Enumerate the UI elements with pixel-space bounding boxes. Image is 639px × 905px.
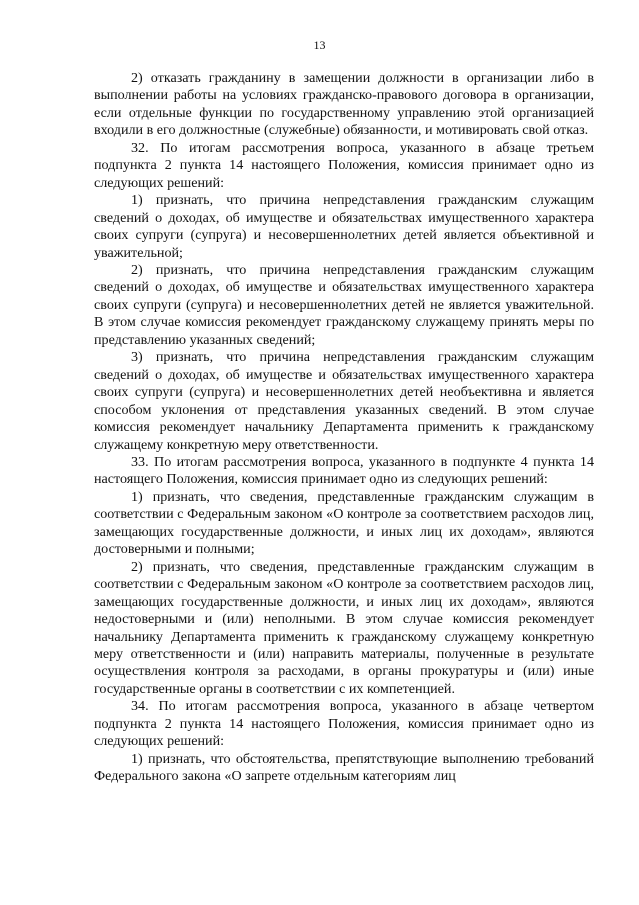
paragraph-clause-32: 32. По итогам рассмотрения вопроса, указанного в абзаце третьем подпункта 2 пункта 14 настоящего Положения, комиссия принимает одно из следующих решений: (94, 139, 594, 191)
paragraph-clause-33-item-1: 1) признать, что сведения, представленные гражданским служащим в соответствии с Федеральным законом «О контроле за соответствием расходов лиц, замещающих государственные должности, и иных лиц их доходам», являются достоверными и полными; (94, 488, 594, 558)
paragraph-clause-34: 34. По итогам рассмотрения вопроса, указанного в абзаце четвертом подпункта 2 пункта 14 настоящего Положения, комиссия принимает одно из следующих решений: (94, 698, 594, 750)
page-number: 13 (313, 38, 326, 52)
paragraph-clause-33-item-2: 2) признать, что сведения, представленные гражданским служащим в соответствии с Федеральным законом «О контроле за соответствием расходов лиц, замещающих государственные должности, и иных лиц их доходам», являются недостоверными и (или) неполными. В этом случае комиссия рекомендует начальнику Департамента применить к гражданскому служащему конкретную меру ответственности и (или) направить материалы, полученные в результате осуществления контроля за расходами, в органы прокуратуры и (или) иные государственные органы в соответствии с их компетенцией. (94, 558, 594, 697)
paragraph-clause-33: 33. По итогам рассмотрения вопроса, указанного в подпункте 4 пункта 14 настоящего Положения, комиссия принимает одно из следующих решений: (94, 453, 594, 488)
paragraph-clause-32-item-1: 1) признать, что причина непредставления гражданским служащим сведений о доходах, об имуществе и обязательствах имущественного характера своих супруги (супруга) и несовершеннолетних детей является объективной и уважительной; (94, 192, 594, 261)
paragraph-clause-34-item-1: 1) признать, что обстоятельства, препятствующие выполнению требований Федерального закона «О запрете отдельным категориям лиц (94, 750, 594, 785)
paragraph-item-2-refuse: 2) отказать гражданину в замещении должности в организации либо в выполнении работы на условиях гражданско-правового договора в организации, если отдельные функции по государственному управлению этой организацией входили в его должностные (служебные) обязанности, и мотивировать свой отказ. (94, 70, 594, 139)
paragraph-clause-32-item-2: 2) признать, что причина непредставления гражданским служащим сведений о доходах, об имуществе и обязательствах имущественного характера своих супруги (супруга) и несовершеннолетних детей не является уважительной. В этом случае комиссия рекомендует гражданскому служащему принять меры по представлению указанных сведений; (94, 261, 594, 348)
document-body (94, 70, 594, 786)
paragraph-clause-32-item-3: 3) признать, что причина непредставления гражданским служащим сведений о доходах, об имуществе и обязательствах имущественного характера своих супруги (супруга) и несовершеннолетних детей необъективна и является способом уклонения от представления указанных сведений. В этом случае комиссия рекомендует начальнику Департамента применить к гражданскому служащему конкретную меру ответственности. (94, 349, 594, 453)
